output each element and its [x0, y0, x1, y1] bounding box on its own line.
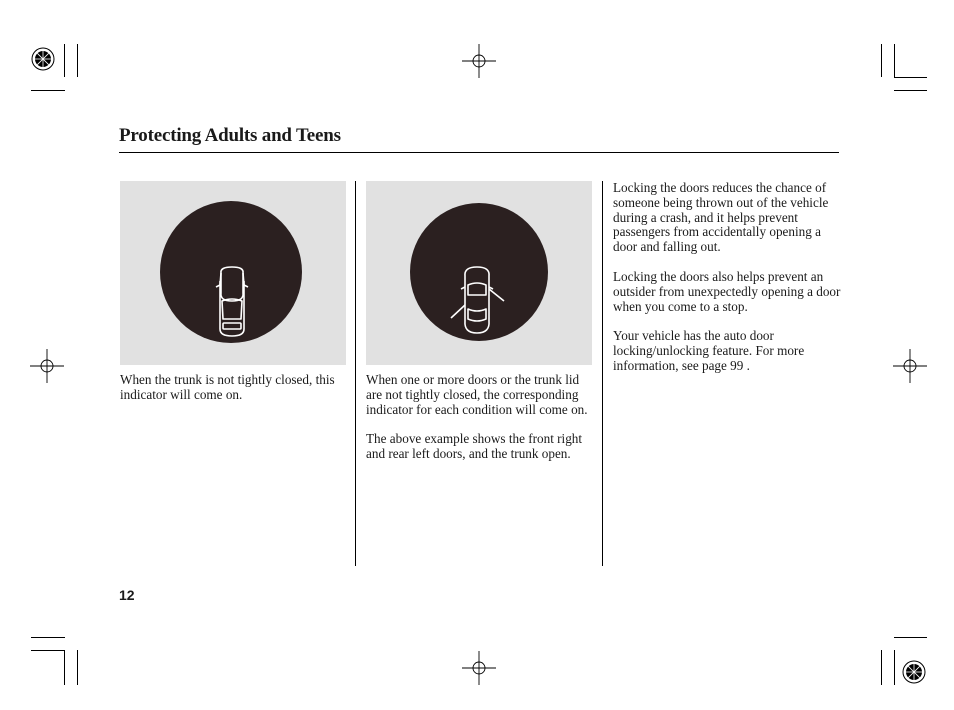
page-title: Protecting Adults and Teens — [119, 125, 341, 146]
paragraph: When the trunk is not tightly closed, this indicator will come on. — [120, 372, 335, 402]
registration-crosshair-icon — [30, 349, 64, 383]
column-divider — [602, 181, 603, 566]
paragraph: When one or more doors or the trunk lid are not tightly closed, the corresponding indicator for each condition will come on. — [366, 372, 588, 417]
registration-crosshair-icon — [462, 44, 496, 78]
registration-crosshair-icon — [893, 349, 927, 383]
column-2-text — [366, 373, 594, 477]
column-1-text — [120, 373, 348, 418]
page-reference-paragraph[interactable]: Your vehicle has the auto door locking/unlocking feature. For more information, see page 99 . — [613, 328, 805, 373]
door-open-figure — [366, 181, 592, 365]
page-number: 12 — [119, 587, 135, 603]
paragraph: Locking the doors reduces the chance of someone being thrown out of the vehicle during a crash, and it helps prevent passengers from accidentally opening a door and falling out. — [613, 180, 829, 255]
column-3-text — [613, 181, 841, 389]
door-open-indicator-icon — [366, 181, 592, 365]
paragraph: The above example shows the front right and rear left doors, and the trunk open. — [366, 431, 583, 462]
title-rule — [119, 152, 839, 153]
trunk-open-indicator-icon — [120, 181, 346, 365]
registration-crosshair-icon — [462, 651, 496, 685]
trunk-open-figure — [120, 181, 346, 365]
registration-starburst-icon — [28, 42, 68, 82]
registration-starburst-icon — [898, 656, 932, 690]
paragraph: Locking the doors also helps prevent an outsider from unexpectedly opening a door when you come to a stop. — [613, 268, 841, 314]
column-divider — [355, 181, 356, 566]
